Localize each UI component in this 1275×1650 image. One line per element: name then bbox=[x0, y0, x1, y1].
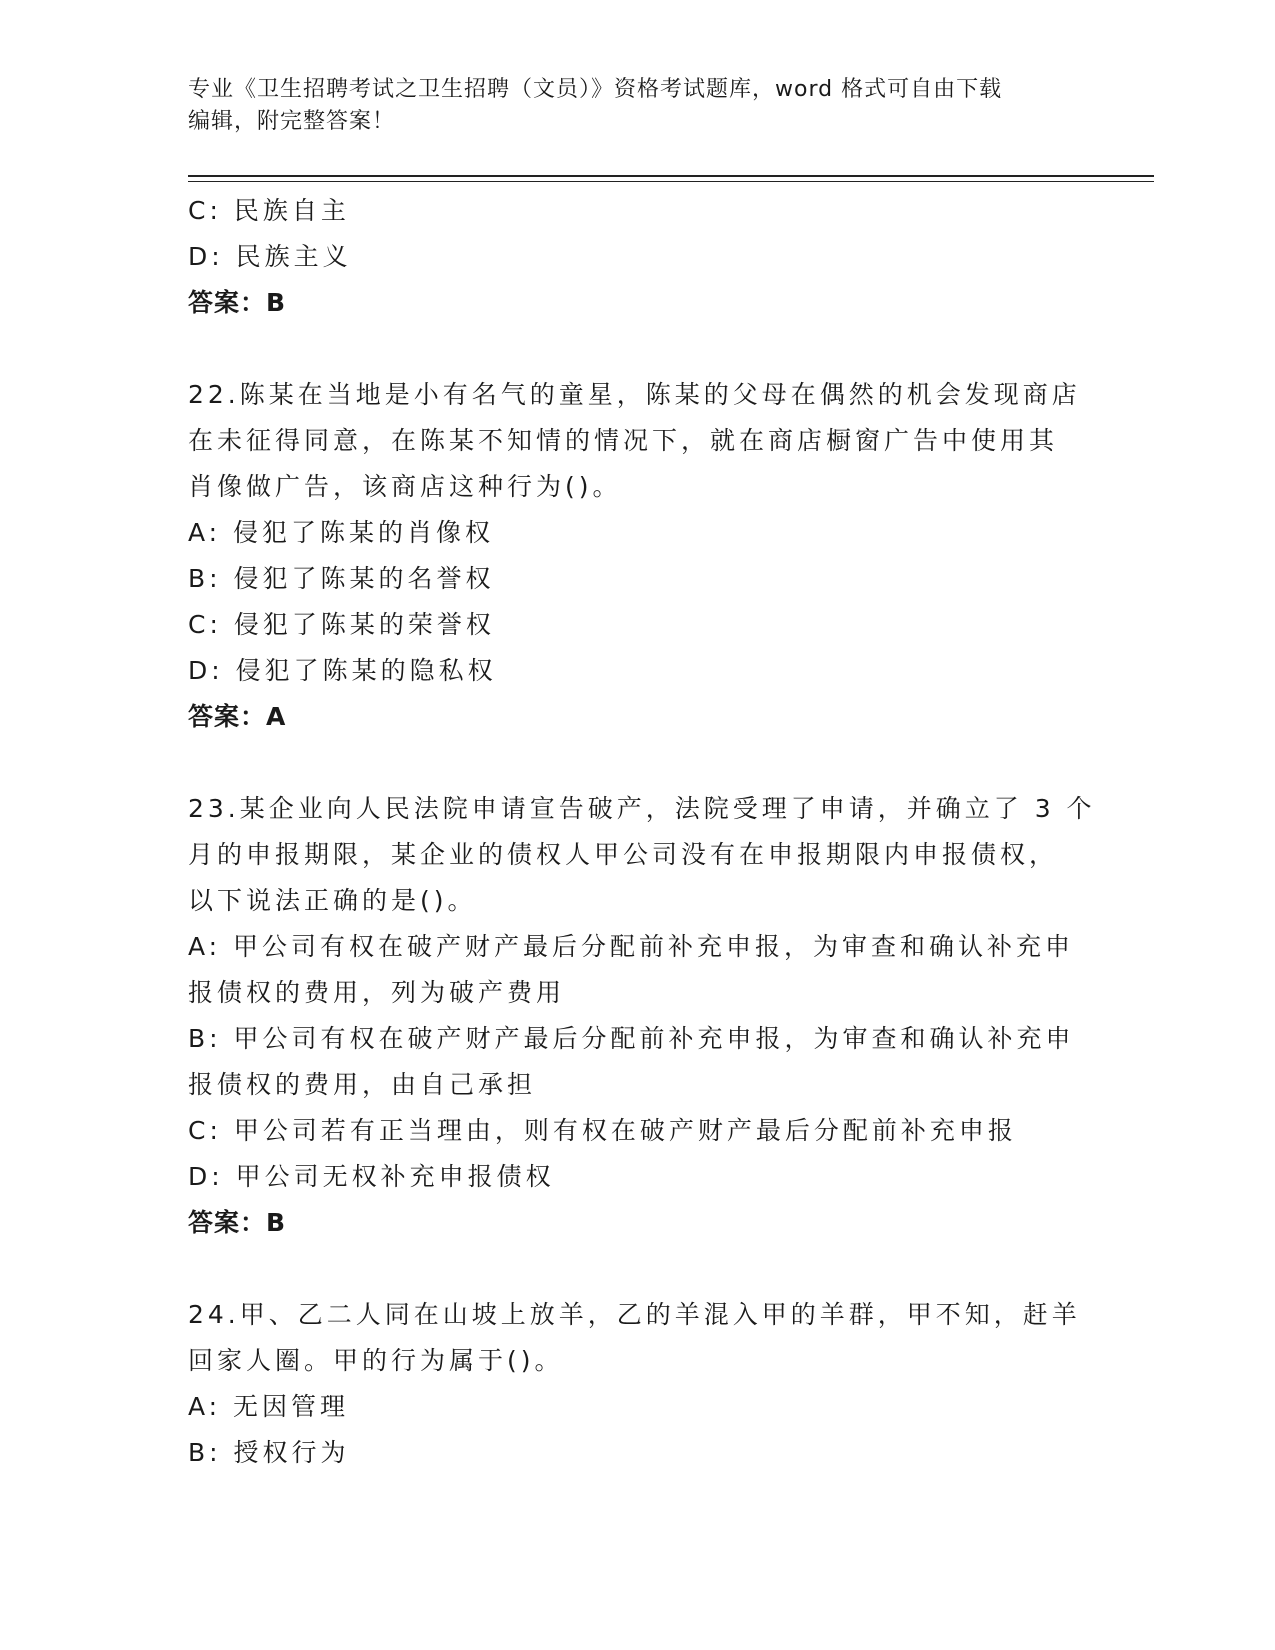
option-d: D: 甲公司无权补充申报债权 bbox=[188, 1162, 555, 1191]
option-b: B: 甲公司有权在破产财产最后分配前补充申报，为审查和确认补充申 bbox=[188, 1024, 1075, 1053]
block-gap bbox=[188, 326, 1088, 372]
question-content bbox=[188, 188, 1096, 1476]
question-text: 月的申报期限，某企业的债权人甲公司没有在申报期限内申报债权， bbox=[188, 840, 1059, 869]
option-a-continued: 报债权的费用，列为破产费用 bbox=[188, 978, 566, 1007]
question-text: 在未征得同意，在陈某不知情的情况下，就在商店橱窗广告中使用其 bbox=[188, 426, 1059, 455]
option-d: D: 侵犯了陈某的隐私权 bbox=[188, 656, 497, 685]
answer-line: 答案：B bbox=[188, 288, 287, 317]
question-text: 以下说法正确的是()。 bbox=[188, 886, 477, 915]
option-c: C: 甲公司若有正当理由，则有权在破产财产最后分配前补充申报 bbox=[188, 1116, 1017, 1145]
header-line-2: 编辑，附完整答案！ bbox=[188, 109, 396, 134]
header-rule-thick bbox=[188, 175, 1154, 177]
question-block-24 bbox=[188, 1292, 1088, 1476]
question-text: 回家人圈。甲的行为属于()。 bbox=[188, 1346, 564, 1375]
question-block-22 bbox=[188, 372, 1088, 740]
question-block-23 bbox=[188, 786, 1096, 1246]
block-gap bbox=[188, 1246, 1088, 1292]
header-rule-thin bbox=[188, 181, 1154, 182]
option-c: C: 民族自主 bbox=[188, 196, 350, 225]
question-text: 24.甲、乙二人同在山坡上放羊，乙的羊混入甲的羊群，甲不知，赶羊 bbox=[188, 1300, 1081, 1329]
option-a: A: 侵犯了陈某的肖像权 bbox=[188, 518, 495, 547]
page-header bbox=[188, 74, 1068, 138]
answer-line: 答案：B bbox=[188, 1208, 287, 1237]
option-b-continued: 报债权的费用，由自己承担 bbox=[188, 1070, 537, 1099]
option-a: A: 甲公司有权在破产财产最后分配前补充申报，为审查和确认补充申 bbox=[188, 932, 1075, 961]
header-line-1: 专业《卫生招聘考试之卫生招聘（文员）》资格考试题库，word 格式可自由下载 bbox=[188, 77, 1003, 102]
option-c: C: 侵犯了陈某的荣誉权 bbox=[188, 610, 495, 639]
answer-line: 答案：A bbox=[188, 702, 287, 731]
option-b: B: 授权行为 bbox=[188, 1438, 350, 1467]
question-block-21 bbox=[188, 188, 1088, 326]
question-text: 23.某企业向人民法院申请宣告破产，法院受理了申请，并确立了 3 个 bbox=[188, 794, 1096, 823]
option-b: B: 侵犯了陈某的名誉权 bbox=[188, 564, 495, 593]
question-text: 22.陈某在当地是小有名气的童星，陈某的父母在偶然的机会发现商店 bbox=[188, 380, 1081, 409]
option-a: A: 无因管理 bbox=[188, 1392, 350, 1421]
question-text: 肖像做广告，该商店这种行为()。 bbox=[188, 472, 622, 501]
block-gap bbox=[188, 740, 1088, 786]
option-d: D: 民族主义 bbox=[188, 242, 352, 271]
